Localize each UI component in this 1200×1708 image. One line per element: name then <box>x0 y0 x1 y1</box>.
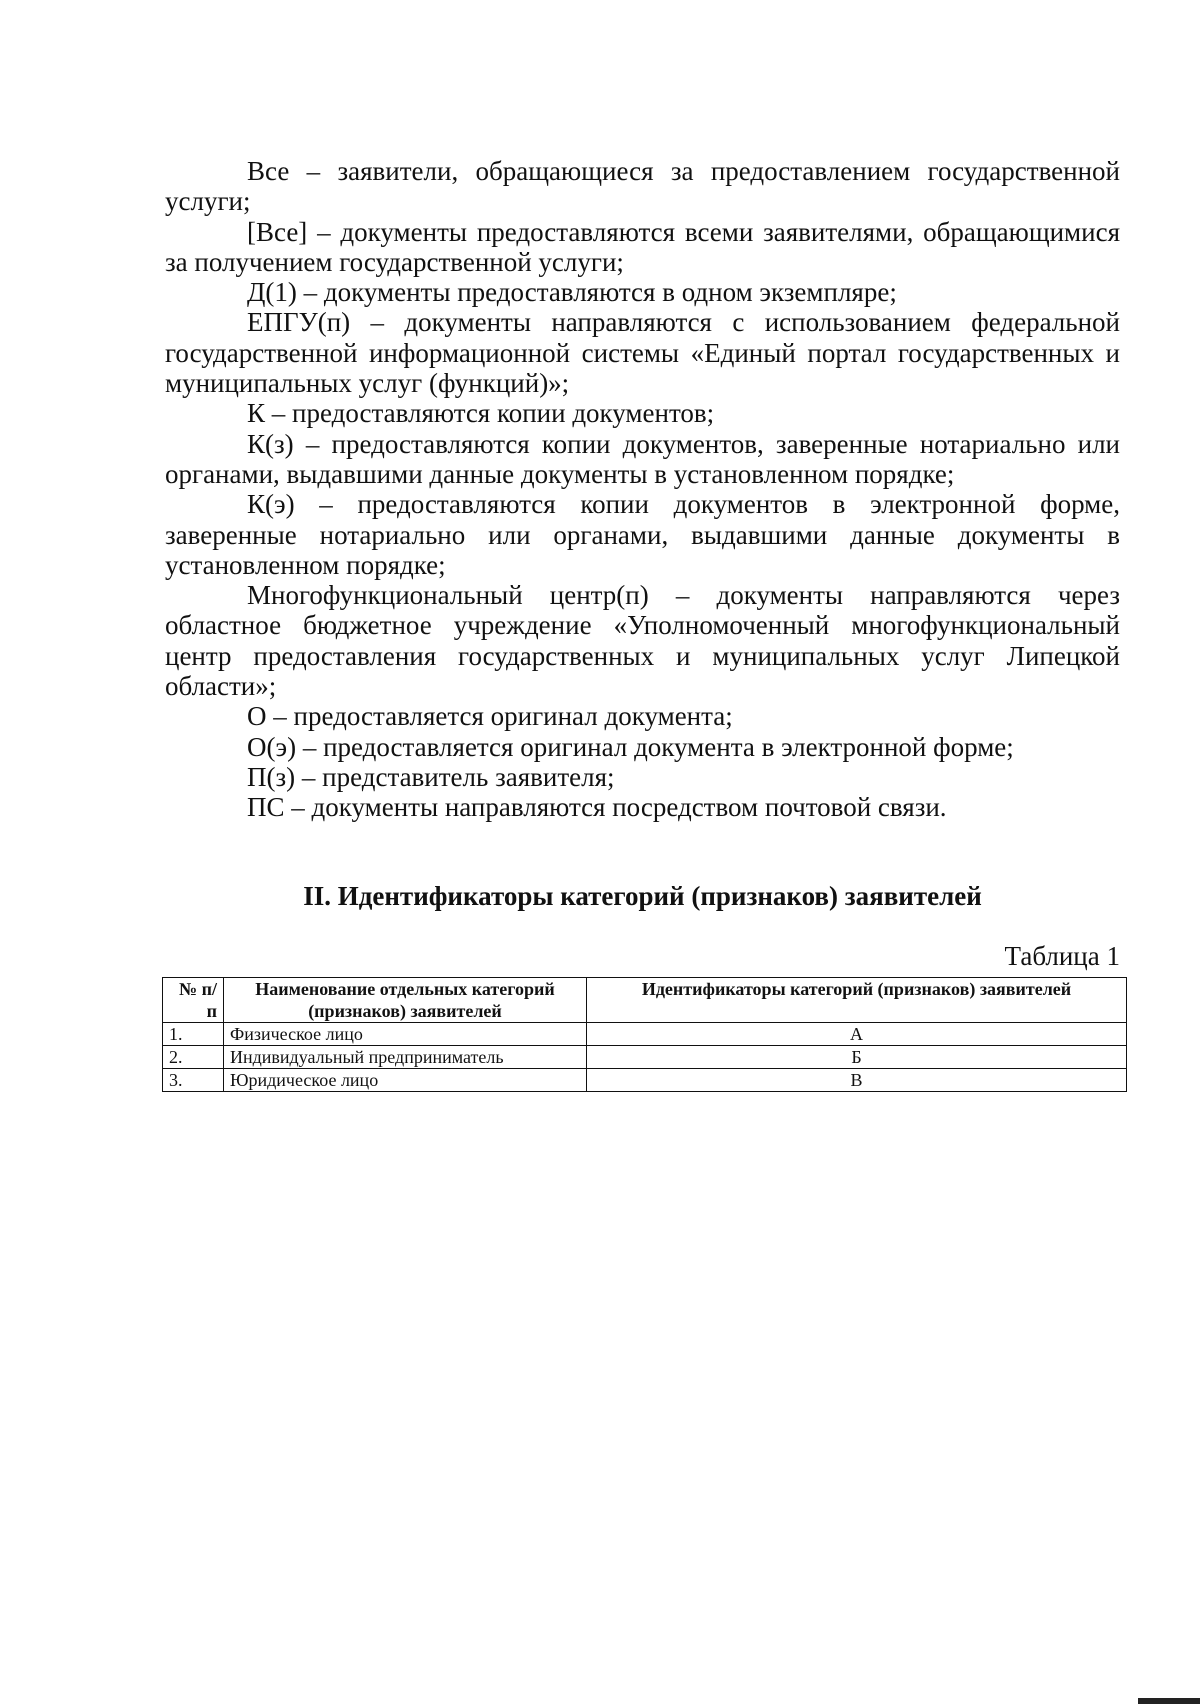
definition-paragraph: Все – заявители, обращающиеся за предоставлением государственной услуги; <box>165 156 1120 217</box>
definition-paragraph: Д(1) – документы предоставляются в одном экземпляре; <box>247 277 897 308</box>
table-row <box>163 1023 1127 1046</box>
definition-paragraph: Многофункциональный центр(п) – документы направляются через областное бюджетное учреждение «Уполномоченный многофункциональный центр предоставления государственных и муниципальных услуг Липецкой области»; <box>165 580 1120 702</box>
header-name: Наименование отдельных категорий (признаков) заявителей <box>224 978 587 1023</box>
applicant-categories-table <box>162 977 1127 1092</box>
row-identifier: В <box>587 1069 1127 1092</box>
definition-paragraph: О – предоставляется оригинал документа; <box>247 701 733 732</box>
definition-paragraph: П(з) – представитель заявителя; <box>247 761 615 792</box>
definition-paragraph: [Все] – документы предоставляются всеми заявителями, обращающимися за получением государственной услуги; <box>165 216 1120 277</box>
row-number: 2. <box>163 1046 224 1069</box>
definition-paragraph: К(э) – предоставляются копии документов в электронной форме, заверенные нотариально или органами, выдавшими данные документы в установленном порядке; <box>165 489 1120 580</box>
definition-paragraph: К(з) – предоставляются копии документов, заверенные нотариально или органами, выдавшими данные документы в установленном порядке; <box>165 428 1120 489</box>
row-number: 3. <box>163 1069 224 1092</box>
section-heading: II. Идентификаторы категорий (признаков) заявителей <box>303 881 982 911</box>
header-identifier: Идентификаторы категорий (признаков) заявителей <box>587 978 1127 1023</box>
definitions-list <box>165 156 1120 823</box>
header-number: № п/п <box>163 978 224 1023</box>
definition-paragraph: ЕПГУ(п) – документы направляются с использованием федеральной государственной информационной системы «Единый портал государственных и муниципальных услуг (функций)»; <box>165 307 1120 399</box>
row-name: Юридическое лицо <box>224 1069 587 1092</box>
row-number: 1. <box>163 1023 224 1046</box>
definition-paragraph: К – предоставляются копии документов; <box>247 398 715 429</box>
definition-paragraph: ПС – документы направляются посредством почтовой связи. <box>247 792 947 823</box>
row-name: Индивидуальный предприниматель <box>224 1046 587 1069</box>
table-caption: Таблица 1 <box>1004 941 1120 971</box>
row-identifier: А <box>587 1023 1127 1046</box>
definition-paragraph: О(э) – предоставляется оригинал документа в электронной форме; <box>247 731 1014 762</box>
table-header-row <box>163 978 1127 1023</box>
table-row <box>163 1046 1127 1069</box>
row-name: Физическое лицо <box>224 1023 587 1046</box>
table-row <box>163 1069 1127 1092</box>
scan-edge-mark <box>1138 1698 1200 1704</box>
row-identifier: Б <box>587 1046 1127 1069</box>
